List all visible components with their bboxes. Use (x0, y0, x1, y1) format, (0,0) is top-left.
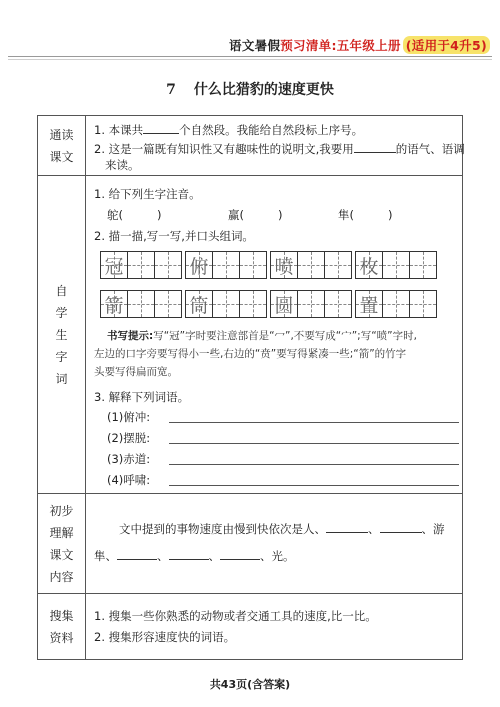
write-cell[interactable] (154, 290, 182, 318)
speed-blank[interactable] (169, 547, 209, 560)
label-line: 搜集 (49, 608, 74, 623)
label-char: 自 (55, 283, 68, 298)
word-label: (1)俯冲: (107, 410, 151, 424)
pinyin-close: ) (278, 208, 283, 222)
lesson-number: 7 (166, 82, 176, 98)
header-title (229, 36, 490, 54)
row-collect (38, 593, 462, 659)
speed-blank[interactable] (326, 520, 368, 533)
row-label-collect (38, 594, 86, 659)
page-footer: 共43页(含答案) (209, 678, 291, 691)
reading-q1-suffix: 个自然段。我能给自然段标上序号。 (179, 123, 364, 137)
worksheet-table (37, 115, 463, 660)
label-line: 课文 (49, 547, 74, 562)
collect-q2: 2. 搜集形容速度快的词语。 (94, 630, 236, 644)
write-cell[interactable] (324, 290, 352, 318)
self-study-q1: 1. 给下列生字注音。 (94, 187, 201, 201)
header-divider-thin (8, 59, 492, 60)
row-label-reading (38, 116, 86, 175)
write-cell[interactable] (127, 251, 155, 279)
paragraph-count-blank[interactable] (143, 121, 179, 134)
tip-line: 写“冠”字时要注意部首是“冖”,不要写成“宀”;写“喷”字时, (153, 330, 417, 342)
reading-q1-prefix: 1. 本课共 (94, 123, 144, 137)
tip-line: 头要写得扁而宽。 (94, 366, 178, 378)
write-cell[interactable] (409, 290, 437, 318)
row-understanding (38, 493, 462, 593)
speed-blank[interactable] (220, 547, 260, 560)
header-part2: 预习清单 (280, 38, 332, 53)
speed-blank[interactable] (380, 520, 422, 533)
trace-cell (355, 290, 383, 318)
definition-answer-line[interactable] (169, 485, 459, 486)
word-definition-3 (107, 450, 479, 468)
separator: 、 (157, 549, 169, 563)
label-char: 词 (55, 371, 68, 386)
definition-answer-line[interactable] (169, 464, 459, 465)
write-cell[interactable] (297, 251, 325, 279)
write-cell[interactable] (239, 290, 267, 318)
label-char: 字 (55, 349, 68, 364)
separator: 、 (208, 549, 220, 563)
row-self-study (38, 175, 462, 493)
label-line: 理解 (49, 525, 74, 540)
trace-char: 筒 (189, 294, 209, 317)
header-tag: (适用于4升5) (403, 36, 490, 54)
label-char: 生 (55, 327, 68, 342)
reading-q2-prefix: 2. 这是一篇既有知识性又有趣味性的说明文,我要用 (94, 142, 354, 156)
label-line: 通读 (49, 127, 74, 142)
self-study-q2: 2. 描一描,写一写,并口头组词。 (94, 229, 254, 243)
label-line: 资料 (49, 630, 74, 645)
trace-cell (270, 290, 298, 318)
label-char: 学 (55, 305, 68, 320)
lesson-title (0, 79, 500, 99)
row-content-collect (86, 594, 462, 659)
trace-cell (185, 290, 213, 318)
write-cell[interactable] (382, 251, 410, 279)
trace-char: 枚 (359, 255, 379, 278)
self-study-q3: 3. 解释下列词语。 (94, 390, 190, 404)
trace-char: 箭 (104, 294, 124, 317)
tone-blank[interactable] (354, 140, 396, 153)
write-cell[interactable] (212, 290, 240, 318)
word-label: (2)摆脱: (107, 431, 151, 445)
lesson-title-text: 什么比猎豹的速度更快 (193, 82, 334, 98)
row-content-understanding (86, 494, 462, 593)
pinyin-char: 鸵( (107, 208, 123, 222)
header-part3: :五年级上册 (331, 38, 401, 53)
trace-char: 俯 (189, 255, 209, 278)
pinyin-item (338, 207, 456, 223)
pinyin-close: ) (157, 208, 162, 222)
write-cell[interactable] (297, 290, 325, 318)
row-content-self-study (86, 176, 462, 493)
collect-q1: 1. 搜集一些你熟悉的动物或者交通工具的速度,比一比。 (94, 609, 377, 623)
understanding-line2-end: 、光。 (260, 549, 295, 563)
definition-answer-line[interactable] (169, 422, 459, 423)
write-cell[interactable] (324, 251, 352, 279)
trace-cell (100, 290, 128, 318)
understanding-prefix: 文中提到的事物速度由慢到快依次是人、 (119, 522, 326, 536)
write-cell[interactable] (154, 251, 182, 279)
trace-cell (355, 251, 383, 279)
trace-cell (270, 251, 298, 279)
tip-line: 左边的口字旁要写得小一些,右边的“贲”要写得紧凑一些;“箭”的竹字 (94, 348, 407, 360)
header-divider (8, 56, 492, 57)
write-cell[interactable] (212, 251, 240, 279)
label-line: 内容 (49, 569, 74, 584)
writing-tip (94, 327, 456, 381)
word-definition-2 (107, 429, 479, 447)
label-line: 初步 (49, 503, 74, 518)
row-content-reading (86, 116, 465, 175)
write-cell[interactable] (127, 290, 155, 318)
header-part1: 语文暑假 (229, 38, 281, 53)
understanding-line2-prefix: 隼、 (94, 549, 117, 563)
word-label: (3)赤道: (107, 452, 151, 466)
separator: 、 (368, 522, 380, 536)
trace-char: 喷 (274, 255, 294, 278)
page-header (0, 0, 500, 64)
trace-char: 冠 (104, 255, 124, 278)
row-label-understanding (38, 494, 86, 593)
pinyin-char: 赢( (228, 208, 244, 222)
trace-cell (185, 251, 213, 279)
label-line: 课文 (49, 149, 74, 164)
reading-q2-line2: 来读。 (105, 158, 140, 172)
row-label-self-study (38, 176, 86, 493)
word-definition-4 (107, 471, 479, 489)
trace-char: 圆 (274, 294, 294, 317)
row-reading (38, 116, 465, 175)
reading-q1 (94, 121, 456, 138)
trace-char: 置 (359, 294, 379, 317)
trace-cell (100, 251, 128, 279)
pinyin-char: 隼( (338, 208, 354, 222)
write-cell[interactable] (239, 251, 267, 279)
write-cell[interactable] (382, 290, 410, 318)
speed-blank[interactable] (117, 547, 157, 560)
separator: 、游 (421, 522, 445, 536)
pinyin-close: ) (388, 208, 393, 222)
word-label: (4)呼啸: (107, 473, 151, 487)
understanding-line1 (119, 520, 456, 537)
understanding-line2 (94, 547, 456, 564)
write-cell[interactable] (409, 251, 437, 279)
reading-q2 (94, 140, 465, 157)
word-definition-1 (107, 408, 479, 426)
tip-label: 书写提示: (107, 330, 154, 342)
reading-q2-suffix: 的语气、语调 (395, 142, 465, 156)
definition-answer-line[interactable] (169, 443, 459, 444)
